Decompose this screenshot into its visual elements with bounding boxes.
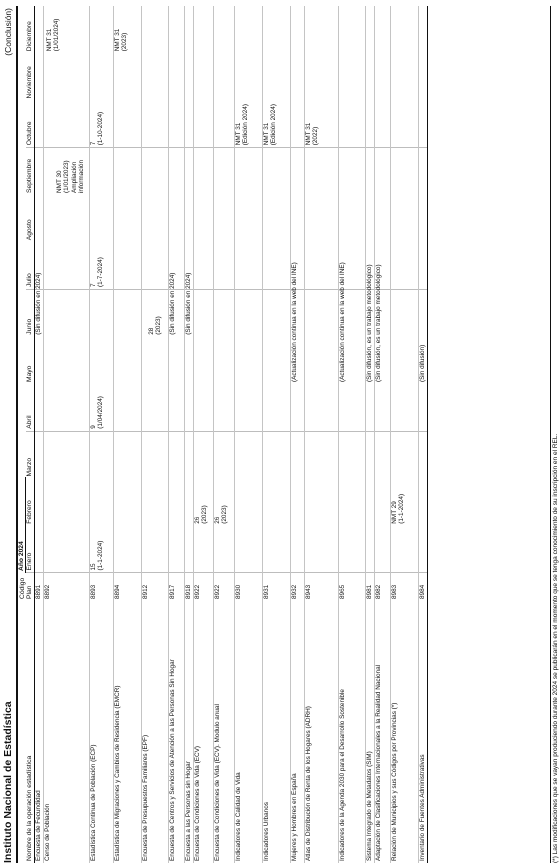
table-row bbox=[168, 6, 184, 863]
table-row bbox=[193, 6, 213, 863]
calendar-table bbox=[16, 6, 428, 863]
operation-code: 8930 bbox=[234, 573, 262, 601]
operation-name: Sistema Integrado de Metadatos (SIM) bbox=[365, 601, 374, 863]
operation-name: Encuesta de Condiciones de Vida (ECV). Modulo anual bbox=[213, 601, 234, 863]
month-header: Octubre bbox=[26, 101, 34, 148]
operation-code: 8894 bbox=[113, 573, 141, 601]
operation-code: 8891 bbox=[34, 573, 43, 601]
annual-note: (Sin difusión en 2024) bbox=[168, 272, 176, 335]
release-cell: NMT 31 (1/01/2024) bbox=[43, 6, 89, 53]
table-row bbox=[365, 6, 374, 863]
operation-code: 8917 bbox=[168, 573, 184, 601]
month-header: Diciembre bbox=[26, 6, 34, 53]
table-row bbox=[374, 6, 390, 863]
operation-name: Estadística Continua de Población (ECP) bbox=[89, 601, 113, 863]
operation-code: 8943 bbox=[304, 573, 338, 601]
month-header: Agosto bbox=[26, 195, 34, 242]
operation-name: Adaptación de Clasificaciones Internacionales a la Realidad Nacional bbox=[374, 601, 390, 863]
operation-name: Censo de Población bbox=[43, 601, 89, 863]
table-row bbox=[338, 6, 365, 863]
release-cell: NMT 31 (Edición 2024) bbox=[234, 101, 262, 148]
operation-name: Encuesta de Centros y Servicios de Atención a las Personas Sin Hogar bbox=[168, 601, 184, 863]
table-row bbox=[418, 6, 427, 863]
release-cell: 26 (2023) bbox=[193, 479, 213, 526]
annual-note: (Sin difusión, es un trabajo metodológico) bbox=[374, 264, 382, 382]
conclusion-label: (Conclusión) bbox=[3, 8, 13, 56]
month-header: Junio bbox=[26, 290, 34, 337]
operation-code: 8983 bbox=[390, 573, 418, 601]
table-row bbox=[390, 6, 418, 863]
table-row bbox=[213, 6, 234, 863]
table-row bbox=[234, 6, 262, 863]
month-header: Septiembre bbox=[26, 148, 34, 195]
release-cell: NMT 31 (2022) bbox=[304, 101, 338, 148]
operation-code: 8981 bbox=[365, 573, 374, 601]
operation-code: 8982 bbox=[374, 573, 390, 601]
operation-code: 8965 bbox=[338, 573, 365, 601]
table-row bbox=[290, 6, 304, 863]
release-cell: 7 (1-7-2024) bbox=[89, 242, 113, 289]
operation-name: Indicadores Urbanos bbox=[262, 601, 290, 863]
operation-code: 8922 bbox=[193, 573, 213, 601]
operation-code: 8892 bbox=[43, 573, 89, 601]
operation-name: Indicadores de la Agenda 2030 para el Desarrollo Sostenible bbox=[338, 601, 365, 863]
operation-name: Inventario de Fuentes Administrativas bbox=[418, 601, 427, 863]
release-cell: NMT 31 (2023) bbox=[113, 6, 141, 53]
operation-code: 8912 bbox=[141, 573, 168, 601]
operation-code: 8932 bbox=[290, 573, 304, 601]
operation-name: Relación de Municipios y sus Códigos por Provincias (*) bbox=[390, 601, 418, 863]
annual-note: (Sin difusión en 2024) bbox=[34, 272, 42, 335]
annual-note: (Actualización continua en la web del INE) bbox=[338, 262, 346, 382]
operation-code: 8918 bbox=[184, 573, 193, 601]
header-name-spacer bbox=[17, 601, 26, 863]
operation-name: Atlas de Distribución de Renta de los Hogares (ADRH) bbox=[304, 601, 338, 863]
operation-code: 8931 bbox=[262, 573, 290, 601]
header-plan-label: Plan bbox=[26, 573, 34, 601]
year-label: Año 2024 bbox=[18, 477, 26, 573]
footnote: (*) Las modificaciones que se vayan produciendo durante 2024 se publicarán en el momento que se tenga conocimiento de su inscripción en el REL. bbox=[550, 6, 559, 863]
month-header: Febrero bbox=[26, 479, 34, 526]
release-cell: NMT 30 (1/01/2023) Ampliación información bbox=[43, 148, 89, 195]
table-row bbox=[89, 6, 113, 863]
release-cell: 26 (2023) bbox=[213, 479, 234, 526]
table-row bbox=[184, 6, 193, 863]
page-title: Instituto Nacional de Estadística bbox=[2, 701, 14, 863]
month-header: Noviembre bbox=[26, 53, 34, 100]
header-operation-name: Nombre de la operación estadística bbox=[26, 601, 34, 863]
table-row bbox=[43, 6, 89, 863]
operation-name: Estadística de Migraciones y Cambios de Residencia (EMCR) bbox=[113, 601, 141, 863]
table-row bbox=[34, 6, 43, 863]
month-header: Abril bbox=[26, 384, 34, 431]
table-row bbox=[262, 6, 290, 863]
operation-name: Mujeres y Hombres en España bbox=[290, 601, 304, 863]
release-cell: 28 (2023) bbox=[141, 290, 168, 337]
release-cell: NMT 31 (Edición 2024) bbox=[262, 101, 290, 148]
table-row bbox=[304, 6, 338, 863]
annual-note: (Sin difusión) bbox=[418, 344, 426, 382]
annual-note: (Actualización continua en la web del INE) bbox=[290, 262, 298, 382]
operation-name: Encuesta a las Personas sin Hogar bbox=[184, 601, 193, 863]
operation-name: Indicadores de Calidad de Vida bbox=[234, 601, 262, 863]
operation-code: 8922 bbox=[213, 573, 234, 601]
operation-code: 8984 bbox=[418, 573, 427, 601]
release-cell: 15 (1-1-2024) bbox=[89, 526, 113, 573]
release-cell: 7 (1-10-2024) bbox=[89, 101, 113, 148]
table-row bbox=[141, 6, 168, 863]
header-code-label: Código bbox=[17, 573, 26, 601]
operation-name: Encuesta de Presupuestos Familiares (EPF) bbox=[141, 601, 168, 863]
annual-note: (Sin difusión, es un trabajo metodológico) bbox=[365, 264, 373, 382]
release-cell: NMT 29 (1-1-2024) bbox=[390, 479, 418, 526]
operation-name: Encuesta de Fecundidad bbox=[34, 601, 43, 863]
month-header: Enero bbox=[26, 526, 34, 573]
operation-name: Encuesta de Condiciones de Vida (ECV) bbox=[193, 601, 213, 863]
operation-code: 8893 bbox=[89, 573, 113, 601]
table-row bbox=[113, 6, 141, 863]
month-header: Julio bbox=[26, 242, 34, 289]
month-header: Marzo bbox=[26, 431, 34, 478]
month-header: Mayo bbox=[26, 337, 34, 384]
annual-note: (Sin difusión en 2024) bbox=[184, 272, 192, 335]
release-cell: 9 (1/04/2024) bbox=[89, 384, 113, 431]
